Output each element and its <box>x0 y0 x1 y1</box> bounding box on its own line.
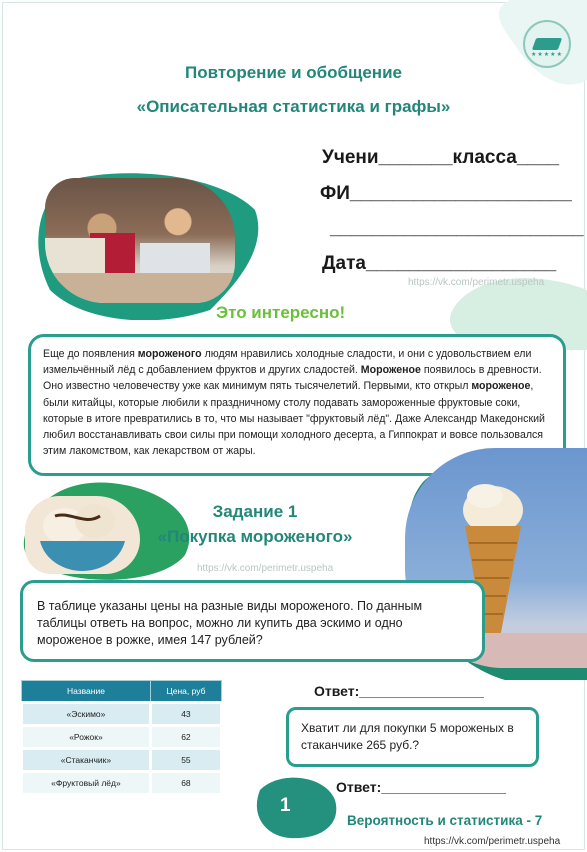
item-price: 68 <box>150 772 221 795</box>
interesting-text-5: появилось в древности. Оно известно человечеству уже как минимум пять тысячелетий. Первыми, кто открыл <box>43 364 542 393</box>
price-table <box>20 680 223 796</box>
watermark-middle: https://vk.com/perimetr.uspeha <box>197 563 334 574</box>
school-logo <box>523 20 571 68</box>
column-header-name: Название <box>22 681 151 703</box>
stars-icon: ★★★★★ <box>531 52 563 58</box>
second-question-text: Хватит ли для покупки 5 мороженых в стаканчике 265 руб.? <box>301 721 514 752</box>
interesting-heading: Это интересно! <box>216 303 346 322</box>
item-name: «Эскимо» <box>22 703 151 726</box>
interesting-text-4: Мороженое <box>360 364 421 377</box>
item-name: «Рожок» <box>22 726 151 749</box>
task-question-box <box>20 580 485 662</box>
page-title: Повторение и обобщение <box>185 63 402 82</box>
course-title: Вероятность и статистика - 7 <box>347 813 543 828</box>
table-row <box>22 726 222 749</box>
interesting-text-3: людям нравились холодные сладости, и они с удовольствием ели измельчённый лёд с добавлением фруктов и других сладостей. <box>43 348 532 377</box>
column-header-price: Цена, руб <box>150 681 221 703</box>
task-question-text: В таблице указаны цены на разные виды мороженого. По данным таблицы ответь на вопрос, можно ли купить два эскимо и одно мороженое в рожке, имея 147 рублей? <box>37 599 423 647</box>
interesting-text-7: , были китайцы, которые любили к праздничному столу подавать замороженные фруктовые соки, которые в итоге превратились в то, что мы называет "фруктовый лёд". Даже Александр Македонский любил восстанавливать свои силы при помощи холодного десерта, а Гиппократ и вовсе пользовался этим лакомством, как лекарством от жары. <box>43 380 545 458</box>
table-row <box>22 749 222 772</box>
table-row <box>22 772 222 795</box>
answer-field-2[interactable]: Ответ:________________ <box>336 779 506 795</box>
task-title: Задание 1 <box>212 502 298 521</box>
table-row <box>22 703 222 726</box>
item-price: 55 <box>150 749 221 772</box>
watermark-top: https://vk.com/perimetr.uspeha <box>408 277 545 288</box>
second-question-box <box>286 707 539 767</box>
interesting-text-2: мороженого <box>137 348 202 360</box>
table-header-row <box>22 681 222 703</box>
date-field[interactable]: Дата__________________ <box>322 253 557 274</box>
student-class-field[interactable]: Учени_______класса____ <box>322 147 560 168</box>
interesting-text-1: Еще до появления <box>43 348 138 360</box>
decor-bottom-blob <box>250 770 340 840</box>
students-photo <box>45 178 235 303</box>
answer-field-1[interactable]: Ответ:________________ <box>314 683 484 699</box>
footer-url[interactable]: https://vk.com/perimetr.uspeha <box>424 836 561 847</box>
item-price: 62 <box>150 726 221 749</box>
interesting-text-6: мороженое <box>471 380 531 393</box>
item-name: «Стаканчик» <box>22 749 151 772</box>
blank-field[interactable]: ________________________ <box>330 218 584 239</box>
page-subtitle: «Описательная статистика и графы» <box>136 97 451 116</box>
page-number: 1 <box>280 795 291 816</box>
graduation-cap-icon <box>532 38 562 50</box>
item-price: 43 <box>150 703 221 726</box>
task-subtitle: «Покупка мороженого» <box>157 527 353 546</box>
item-name: «Фруктовый лёд» <box>22 772 151 795</box>
full-name-field[interactable]: ФИ_____________________ <box>320 183 572 204</box>
